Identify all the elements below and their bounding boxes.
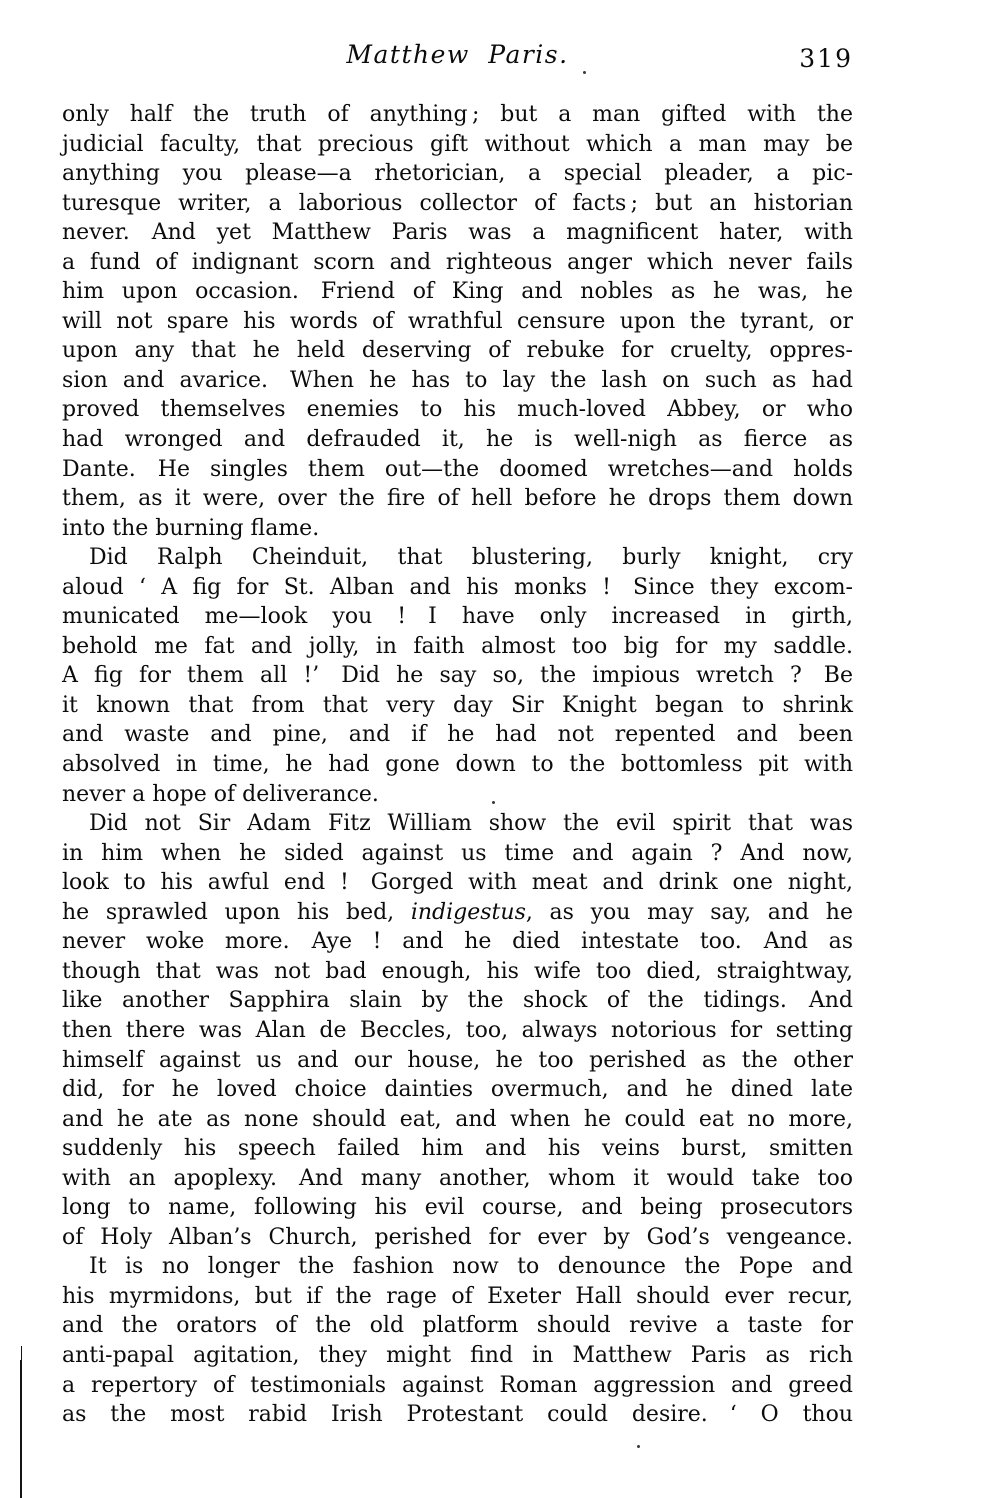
italic-word: indigestus (410, 899, 526, 925)
text-line: anti-papal agitation, they might find in Matthew Paris as rich (62, 1342, 853, 1368)
text-line: like another Sapphira slain by the shock of the tidings. And (62, 988, 853, 1014)
text-line: long to name, following his evil course, and being prosecutors (62, 1195, 853, 1221)
text-line: absolved in time, he had gone down to the bottomless pit with (62, 752, 853, 778)
text-line: Did Ralph Cheinduit, that blustering, burly knight, cry (89, 545, 853, 571)
text-line: judicial faculty, that precious gift without which a man may be (62, 131, 853, 157)
page-number: 319 (799, 44, 853, 73)
text-line: his myrmidons, but if the rage of Exeter Hall should ever recur, (62, 1283, 853, 1309)
paragraph (62, 809, 853, 1252)
text-line: suddenly his speech failed him and his veins burst, smitten (62, 1136, 853, 1162)
paragraph (62, 543, 853, 809)
text-line: himself against us and our house, he too perished as the other (62, 1047, 853, 1073)
text-line: a repertory of testimonials against Roman aggression and greed (62, 1372, 853, 1398)
text-line: as the most rabid Irish Protestant could desire. ‘ O thou (62, 1402, 853, 1428)
text-line: in him when he sided against us time and again ? And now, (62, 840, 853, 866)
scan-speckle (637, 1445, 640, 1448)
text-line: never a hope of deliverance. (62, 781, 379, 807)
text-line: a fund of indignant scorn and righteous anger which never fails (62, 249, 853, 275)
text-line: A fig for them all !’ Did he say so, the impious wretch ? Be (62, 663, 853, 689)
text-line: him upon occasion. Friend of King and nobles as he was, he (62, 279, 853, 305)
text-line: It is no longer the fashion now to denounce the Pope and (89, 1254, 853, 1280)
text-line: of Holy Alban’s Church, perished for ever by God’s vengeance. (62, 1224, 853, 1250)
text-line: look to his awful end ! Gorged with meat and drink one night, (62, 870, 853, 896)
text-line: Did not Sir Adam Fitz William show the evil spirit that was (89, 811, 853, 837)
text-line: upon any that he held deserving of rebuke for cruelty, oppres- (62, 338, 853, 364)
text-line: never woke more. Aye ! and he died intestate too. And as (62, 929, 853, 955)
text-line: sion and avarice. When he has to lay the lash on such as had (62, 367, 853, 393)
text-line: and the orators of the old platform should revive a taste for (62, 1313, 853, 1339)
text-line: and waste and pine, and if he had not repented and been (62, 722, 853, 748)
text-line: turesque writer, a laborious collector of facts ; but an historian (62, 190, 853, 216)
text-line: into the burning flame. (62, 515, 320, 541)
text-line: though that was not bad enough, his wife too died, straightway, (62, 958, 853, 984)
paragraph (62, 100, 853, 543)
text-line: will not spare his words of wrathful censure upon the tyrant, or (62, 308, 853, 334)
text-line: anything you please—a rhetorician, a special pleader, a pic- (62, 161, 853, 187)
running-header (62, 40, 853, 74)
text-line: only half the truth of anything ; but a man gifted with the (62, 102, 853, 127)
scan-binding-line (21, 1346, 22, 1360)
text-line: municated me—look you ! I have only increased in girth, (62, 604, 853, 630)
text-line: Dante. He singles them out—the doomed wretches—and holds (62, 456, 853, 482)
text-line: with an apoplexy. And many another, whom it would take too (62, 1165, 853, 1191)
text-line: then there was Alan de Beccles, too, always notorious for setting (62, 1017, 853, 1043)
text-line: proved themselves enemies to his much-loved Abbey, or who (62, 397, 853, 423)
scan-speckle (583, 71, 586, 74)
text-line: did, for he loved choice dainties overmuch, and he dined late (62, 1077, 853, 1103)
text-line: it known that from that very day Sir Knight began to shrink (62, 692, 853, 718)
text-line: had wronged and defrauded it, he is well-nigh as fierce as (62, 427, 853, 453)
text-line (62, 898, 853, 928)
text-line: them, as it were, over the fire of hell before he drops them down (62, 486, 853, 512)
text-segment: , as you may say, and he (525, 899, 853, 925)
text-line: and he ate as none should eat, and when he could eat no more, (62, 1106, 853, 1132)
scan-binding-line (20, 1360, 22, 1498)
text-line: aloud ‘ A fig for St. Alban and his monks ! Since they excom- (62, 574, 853, 600)
paragraph (62, 1252, 853, 1429)
text-segment: he sprawled upon his bed, (62, 899, 411, 925)
body-text (62, 100, 853, 1430)
scan-speckle (492, 801, 495, 804)
text-line: behold me fat and jolly, in faith almost too big for my saddle. (62, 633, 853, 659)
text-line: never. And yet Matthew Paris was a magnificent hater, with (62, 220, 853, 246)
running-header-title: Matthew Paris. (346, 40, 569, 69)
